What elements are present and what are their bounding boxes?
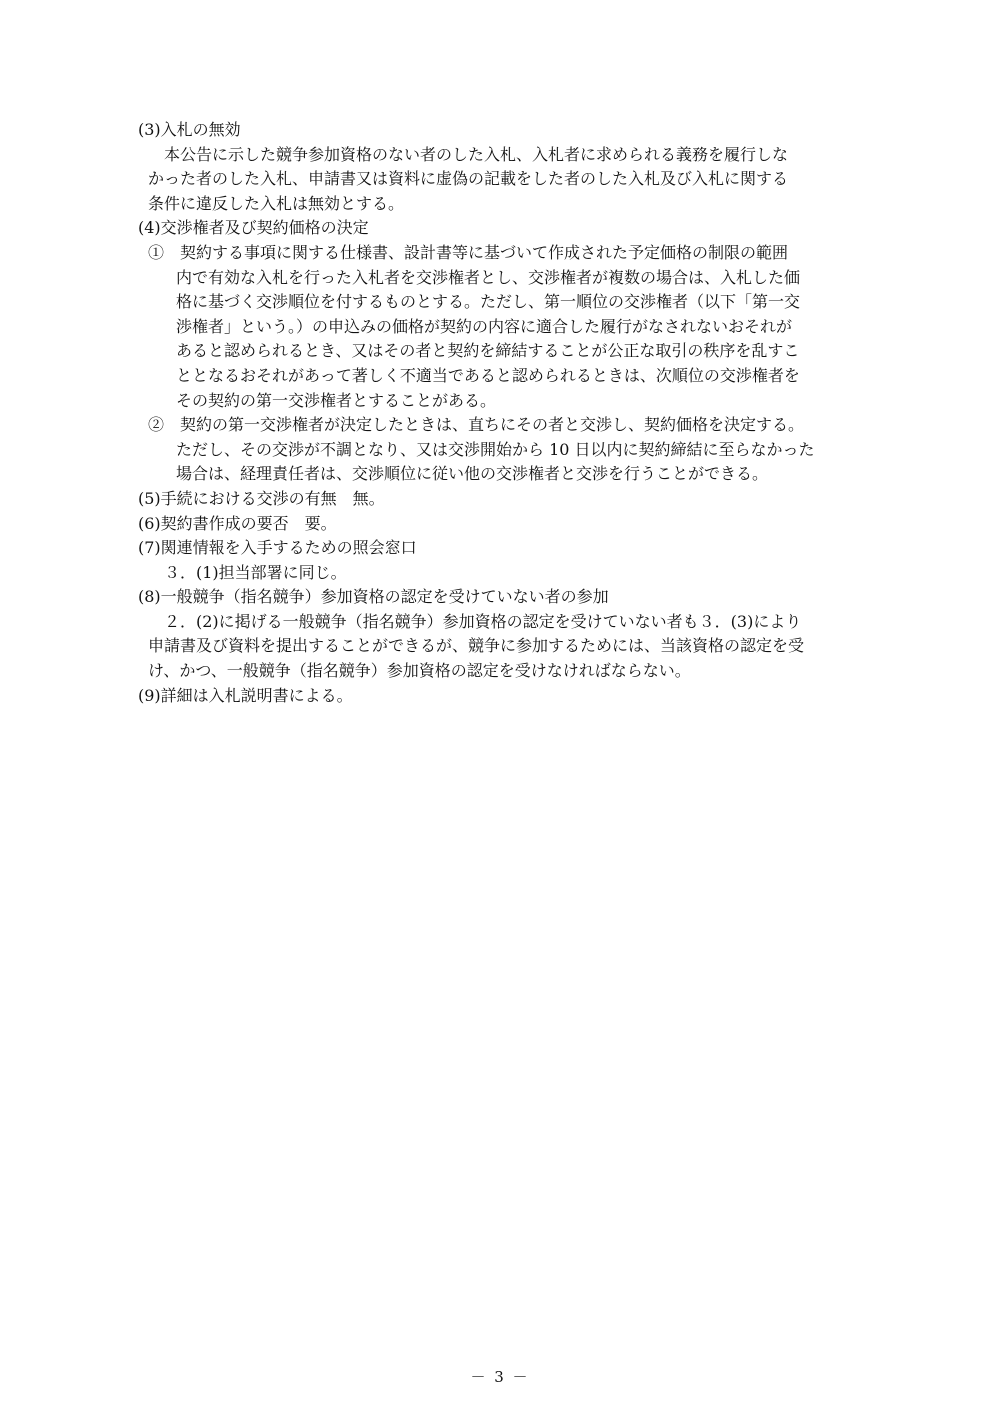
section-4-item-1-line: その契約の第一交渉権者とすることがある。 xyxy=(176,390,497,410)
section-8-text-line: ２．(2)に掲げる一般競争（指名競争）参加資格の認定を受けていない者も３．(3)により xyxy=(148,611,802,631)
section-3-heading: (3)入札の無効 xyxy=(138,120,241,139)
section-6: (6)契約書作成の要否 要。 xyxy=(138,513,337,533)
section-4-heading: (4)交渉権者及び契約価格の決定 xyxy=(138,218,369,238)
section-4-item-1-line: 格に基づく交渉順位を付するものとする。ただし、第一順位の交渉権者（以下「第一交 xyxy=(176,292,801,312)
section-4-item-2-line: ただし、その交渉が不調となり、又は交渉開始から 10 日以内に契約締結に至らなかった xyxy=(176,439,815,459)
section-8-text-line: け、かつ、一般競争（指名競争）参加資格の認定を受けなければならない。 xyxy=(148,661,691,681)
section-4-item-2-line: 場合は、経理責任者は、交渉順位に従い他の交渉権者と交渉を行うことができる。 xyxy=(176,464,769,484)
document-body xyxy=(138,118,908,708)
section-8-text-line: 申請書及び資料を提出することができるが、競争に参加するためには、当該資格の認定を受 xyxy=(148,636,805,656)
section-8-heading: (8)一般競争（指名競争）参加資格の認定を受けていない者の参加 xyxy=(138,587,609,607)
section-3-text-line: かった者のした入札、申請書又は資料に虚偽の記載をした者のした入札及び入札に関する xyxy=(148,169,789,189)
section-4-item-1-line: あると認められるとき、又はその者と契約を締結することが公正な取引の秩序を乱すこ xyxy=(176,341,800,361)
section-3-text-line: 条件に違反した入札は無効とする。 xyxy=(148,193,405,213)
section-4-item-1-line: 渉権者」という。）の申込みの価格が契約の内容に適合した履行がなされないおそれが xyxy=(176,316,793,336)
section-7-heading: (7)関連情報を入手するための照会窓口 xyxy=(138,538,417,558)
section-3-text-line: 本公告に示した競争参加資格のない者のした入札、入札者に求められる義務を履行しな xyxy=(148,144,789,164)
section-4-item-1-line: 内で有効な入札を行った入札者を交渉権者とし、交渉権者が複数の場合は、入札した価 xyxy=(176,267,801,287)
section-5: (5)手続における交渉の有無 無。 xyxy=(138,488,385,508)
section-9: (9)詳細は入札説明書による。 xyxy=(138,685,353,705)
section-4-item-2-line: ② 契約の第一交渉権者が決定したときは、直ちにその者と交渉し、契約価格を決定する。 xyxy=(148,415,805,435)
section-4-item-1-line: ① 契約する事項に関する仕様書、設計書等に基づいて作成された予定価格の制限の範囲 xyxy=(148,242,789,262)
section-4-item-1-line: ととなるおそれがあって著しく不適当であると認められるときは、次順位の交渉権者を xyxy=(176,365,800,385)
section-7-text: ３．(1)担当部署に同じ。 xyxy=(148,562,347,582)
page-number: － 3 － xyxy=(470,1368,530,1386)
